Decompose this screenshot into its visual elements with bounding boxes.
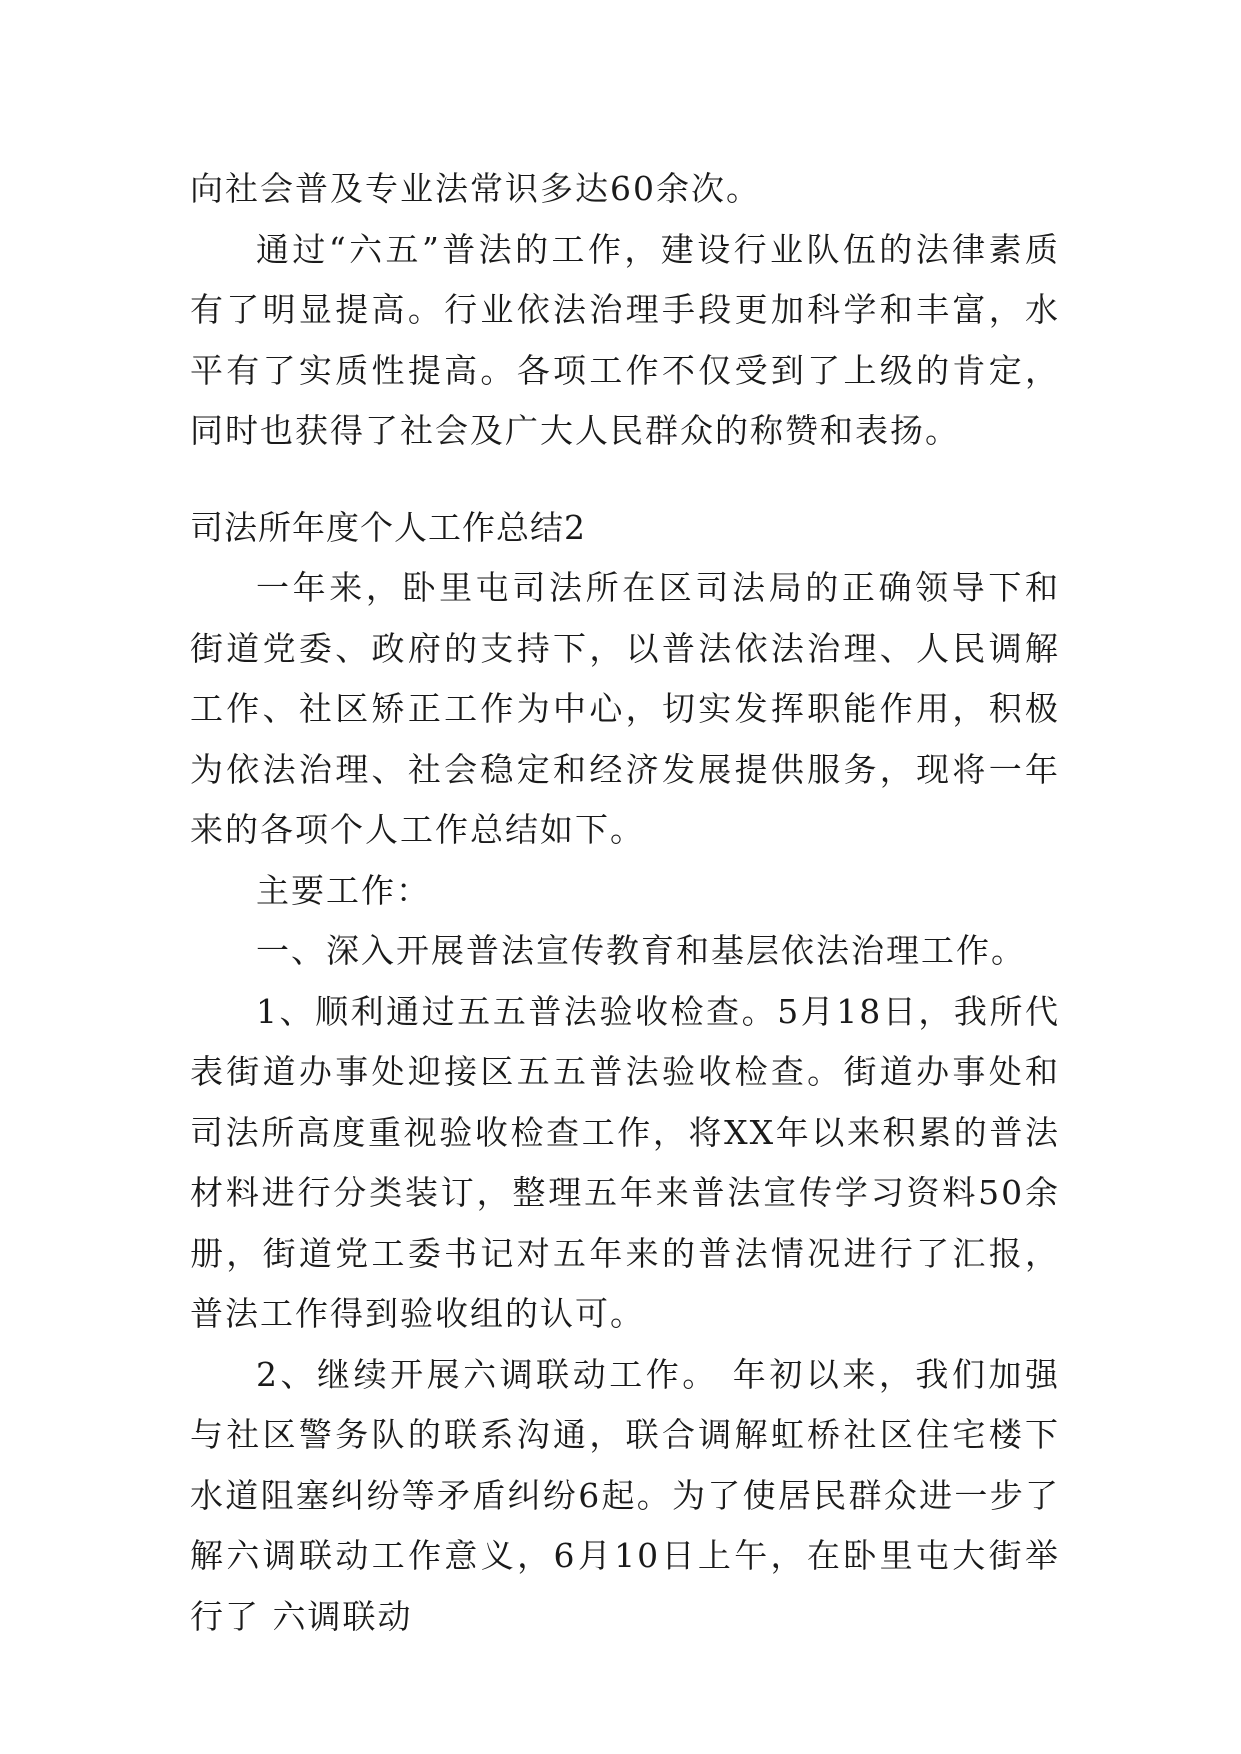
paragraph-intro: 一年来，卧里屯司法所在区司法局的正确领导下和街道党委、政府的支持下，以普法依法治理、人民调解工作、社区矫正工作为中心，切实发挥职能作用，积极为依法治理、社会稳定和经济发展提供服务，现将一年来的各项个人工作总结如下。 (190, 568, 1060, 849)
document-body (190, 159, 1060, 1647)
section-heading: 司法所年度个人工作总结2 (190, 507, 586, 547)
paragraph-continuation: 向社会普及专业法常识多达60余次。 (190, 169, 761, 208)
paragraph-item-1: 1、顺利通过五五普法验收检查。5月18日，我所代表街道办事处迎接区五五普法验收检查。街道办事处和司法所高度重视验收检查工作，将XX年以来积累的普法材料进行分类装订，整理五年来普法宣传学习资料50余册，街道党工委书记对五年来的普法情况进行了汇报，普法工作得到验收组的认可。 (190, 991, 1060, 1333)
paragraph-summary: 通过“六五”普法的工作，建设行业队伍的法律素质有了明显提高。行业依法治理手段更加科学和丰富，水平有了实质性提高。各项工作不仅受到了上级的肯定，同时也获得了社会及广大人民群众的称赞和表扬。 (190, 229, 1060, 450)
section-gap (190, 462, 1060, 498)
paragraph-item-2: 2、继续开展六调联动工作。 年初以来，我们加强与社区警务队的联系沟通，联合调解虹桥社区住宅楼下水道阻塞纠纷等矛盾纠纷6起。为了使居民群众进一步了解六调联动工作意义，6月10日上午，在卧里屯大街举行了 六调联动 (190, 1354, 1060, 1636)
paragraph-item-one: 一、深入开展普法宣传教育和基层依法治理工作。 (256, 931, 1026, 970)
paragraph-main-work-label: 主要工作： (256, 870, 431, 910)
